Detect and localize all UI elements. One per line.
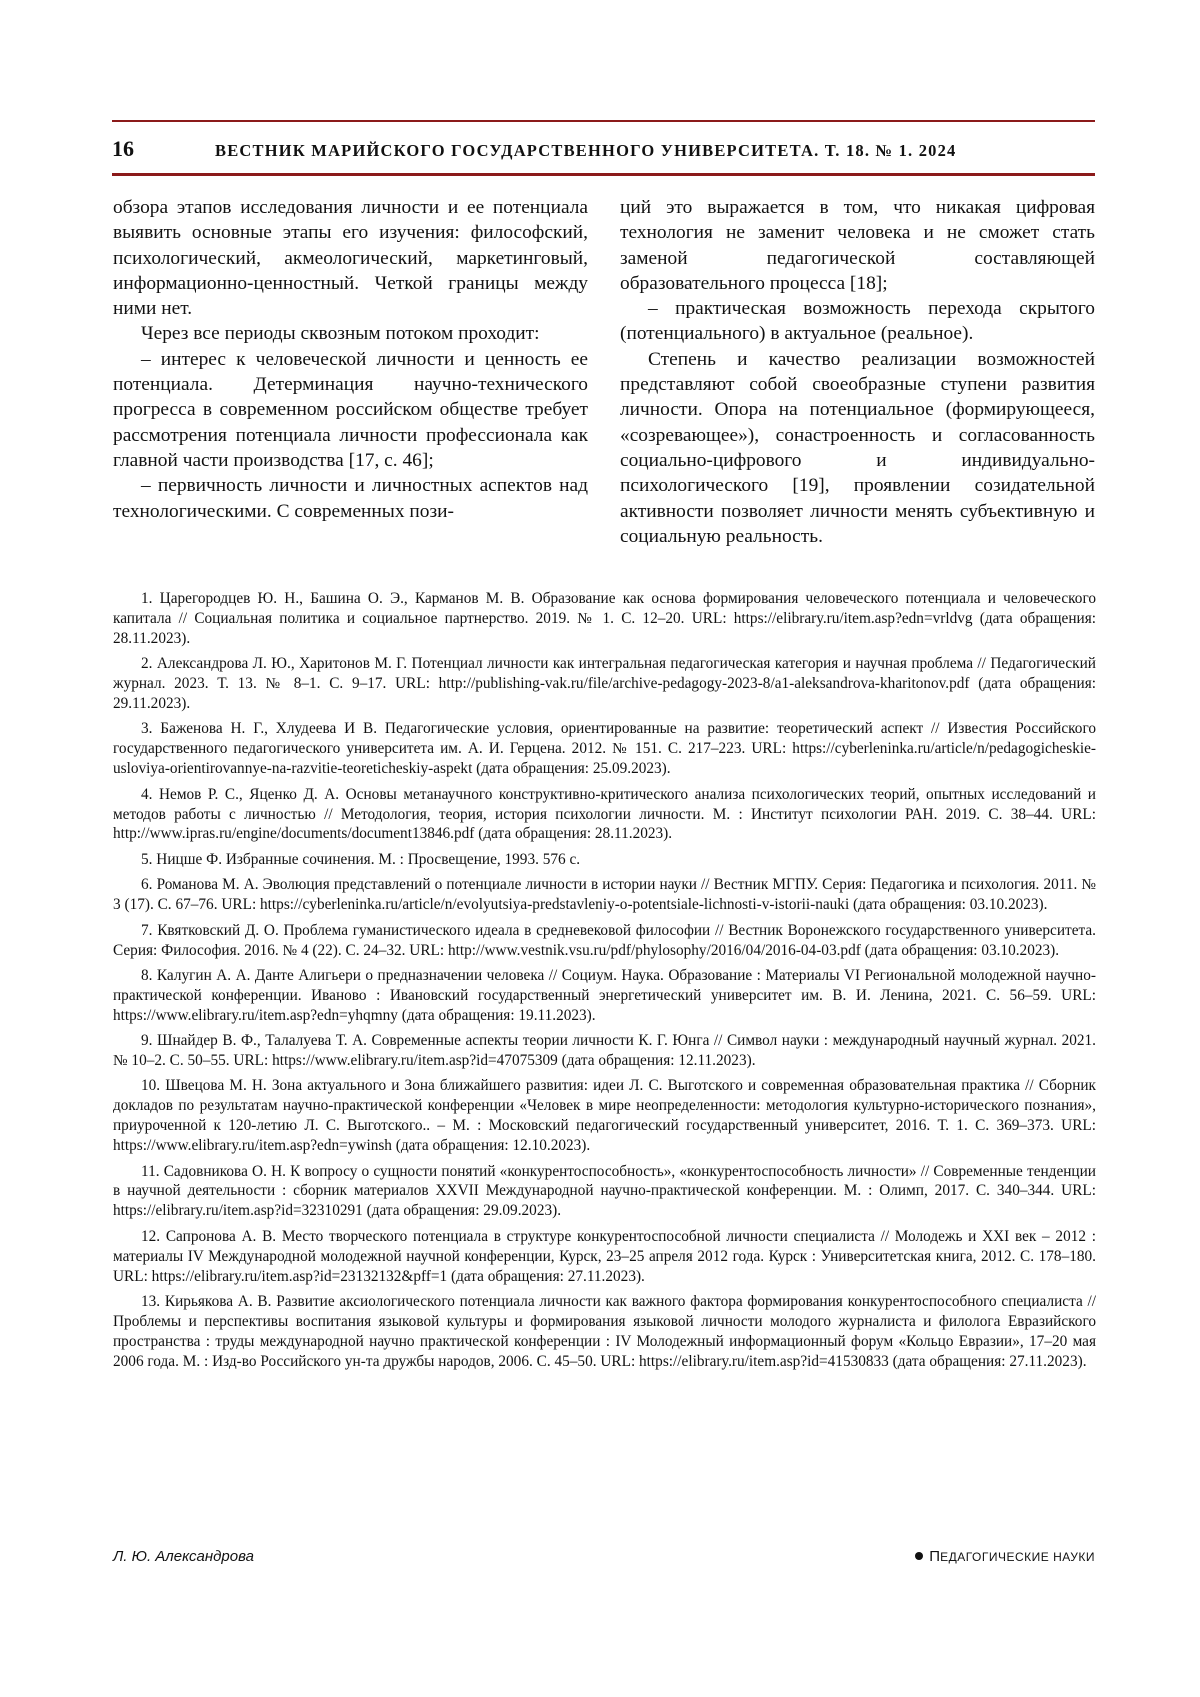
body-paragraph: обзора этапов исследования личности и ее потенциала выявить основные этапы его изучения: философский, психологический, акмеологический, маркетинговый, информационно-ценностный. Четкой границы между ними нет. (113, 195, 588, 321)
reference-list (113, 589, 1096, 1377)
body-paragraph: Степень и качество реализации возможностей представляют собой своеобразные ступени развития личности. Опора на потенциальное (формирующееся, «созревающее»), сонастроенность и согласованность социально-цифрового и индивидуально-психологического [19], проявлении созидательной активности позволяет личности менять субъективную и социальную реальность. (620, 347, 1095, 549)
journal-page (0, 0, 1200, 1697)
reference-item: 10. Швецова М. Н. Зона актуального и Зона ближайшего развития: идеи Л. С. Выготского и современная образовательная практика // Сборник докладов по результатам научно-практической конференции «Человек в мире неопределенности: методология культурно-исторического познания», приуроченной к 120-летию Л. С. Выготского.. – М. : Московский педагогический государственный университет, 2016. Т. 1. С. 369–373. URL: https://www.elibrary.ru/item.asp?edn=ywinsh (дата обращения: 12.10.2023). (113, 1076, 1096, 1156)
body-paragraph: ций это выражается в том, что никакая цифровая технология не заменит человека и не сможет стать заменой педагогической составляющей образовательного процесса [18]; (620, 195, 1095, 296)
body-column-left (113, 195, 588, 524)
reference-item: 6. Романова М. А. Эволюция представлений о потенциале личности в истории науки // Вестник МГПУ. Серия: Педагогика и психология. 2011. № 3 (17). С. 67–76. URL: https://cyberleninka.ru/article/n/evolyutsiya-predstavleniy-o-potentsiale-lichnosti-v-istorii-nauki (дата обращения: 03.10.2023). (113, 875, 1096, 915)
footer-section (915, 1547, 1095, 1567)
reference-item: 9. Шнайдер В. Ф., Талалуева Т. А. Современные аспекты теории личности К. Г. Юнга // Символ науки : международный научный журнал. 2021. № 10–2. С. 50–55. URL: https://www.elibrary.ru/item.asp?id=47075309 (дата обращения: 12.11.2023). (113, 1031, 1096, 1071)
footer-section-label: ЕДАГОГИЧЕСКИЕ НАУКИ (940, 1550, 1095, 1564)
footer-section-initial: П (929, 1548, 940, 1565)
reference-item: 12. Сапронова А. В. Место творческого потенциала в структуре конкурентоспособной личности специалиста // Молодежь и XXI век – 2012 : материалы IV Международной молодежной научной конференции, Курск, 23–25 апреля 2012 года. Курск : Университетская книга, 2012. С. 178–180. URL: https://elibrary.ru/item.asp?id=23132132&pff=1 (дата обращения: 27.11.2023). (113, 1227, 1096, 1287)
footer-author: Л. Ю. Александрова (113, 1547, 254, 1567)
reference-item: 3. Баженова Н. Г., Хлудеева И В. Педагогические условия, ориентированные на развитие: теоретический аспект // Известия Российского государственного педагогического университета им. А. И. Герцена. 2012. № 151. С. 217–223. URL: https://cyberleninka.ru/article/n/pedagogicheskie-usloviya-orientirovannye-na-razvitie-teoreticheskiy-aspekt (дата обращения: 25.09.2023). (113, 719, 1096, 779)
reference-item: 7. Квятковский Д. О. Проблема гуманистического идеала в средневековой философии // Вестник Воронежского государственного университета. Серия: Философия. 2016. № 4 (22). С. 24–32. URL: http://www.vestnik.vsu.ru/pdf/phylosophy/2016/04/2016-04-03.pdf (дата обращения: 03.10.2023). (113, 921, 1096, 961)
reference-item: 8. Калугин А. А. Данте Алигьери о предназначении человека // Социум. Наука. Образование : Материалы VI Региональной молодежной научно-практической конференции. Иваново : Ивановский государственный энергетический университет им. В. И. Ленина, 2021. С. 56–59. URL: https://www.elibrary.ru/item.asp?edn=yhqmny (дата обращения: 19.11.2023). (113, 966, 1096, 1026)
body-paragraph: Через все периоды сквозным потоком проходит: (113, 321, 588, 346)
body-paragraph: – первичность личности и личностных аспектов над технологическими. С современных пози- (113, 473, 588, 524)
page-number: 16 (112, 136, 134, 162)
reference-item: 4. Немов Р. С., Яценко Д. А. Основы метанаучного конструктивно-критического анализа психологических теорий, опытных исследований и методов работы с личностью // Методология, теория, история психологии личности. М. : Институт психологии РАН. 2019. С. 38–44. URL: http://www.ipras.ru/engine/documents/document13846.pdf (дата обращения: 28.11.2023). (113, 785, 1096, 845)
body-column-right (620, 195, 1095, 549)
reference-item: 11. Садовникова О. Н. К вопросу о сущности понятий «конкурентоспособность», «конкурентоспособность личности» // Современные тенденции в научной деятельности : сборник материалов XXVII Международной научно-практической конференции. М. : Олимп, 2017. С. 340–344. URL: https://elibrary.ru/item.asp?id=32310291 (дата обращения: 29.09.2023). (113, 1162, 1096, 1222)
body-paragraph: – практическая возможность перехода скрытого (потенциального) в актуальное (реальное). (620, 296, 1095, 347)
header-bottom-rule (112, 173, 1095, 176)
reference-item: 13. Кирьякова А. В. Развитие аксиологического потенциала личности как важного фактора формирования конкурентоспособного специалиста // Проблемы и перспективы воспитания языковой культуры и формирования языковой личности молодого журналиста и филолога Евразийского пространства : труды международной научно практической конференции : IV Молодежный информационный форум «Кольцо Евразии», 17–20 мая 2006 года. М. : Изд-во Российского ун-та дружбы народов, 2006. С. 45–50. URL: https://elibrary.ru/item.asp?id=41530833 (дата обращения: 27.11.2023). (113, 1292, 1096, 1372)
reference-item: 1. Царегородцев Ю. Н., Башина О. Э., Карманов М. В. Образование как основа формирования человеческого потенциала и человеческого капитала // Социальная политика и социальное партнерство. 2019. № 1. С. 12–20. URL: https://elibrary.ru/item.asp?edn=vrldvg (дата обращения: 28.11.2023). (113, 589, 1096, 649)
reference-item: 5. Ницше Ф. Избранные сочинения. М. : Просвещение, 1993. 576 с. (113, 850, 1096, 870)
header-top-rule (112, 120, 1095, 122)
body-paragraph: – интерес к человеческой личности и ценность ее потенциала. Детерминация научно-технического прогресса в современном российском обществе требует рассмотрения потенциала личности профессионала как главной части производства [17, с. 46]; (113, 347, 588, 473)
reference-item: 2. Александрова Л. Ю., Харитонов М. Г. Потенциал личности как интегральная педагогическая категория и научная проблема // Педагогический журнал. 2023. Т. 13. № 8–1. С. 9–17. URL: http://publishing-vak.ru/file/archive-pedagogy-2023-8/a1-aleksandrova-kharitonov.pdf (дата обращения: 29.11.2023). (113, 654, 1096, 714)
bullet-icon (915, 1552, 923, 1560)
journal-running-head: ВЕСТНИК МАРИЙСКОГО ГОСУДАРСТВЕННОГО УНИВЕРСИТЕТА. Т. 18. № 1. 2024 (215, 140, 1095, 162)
